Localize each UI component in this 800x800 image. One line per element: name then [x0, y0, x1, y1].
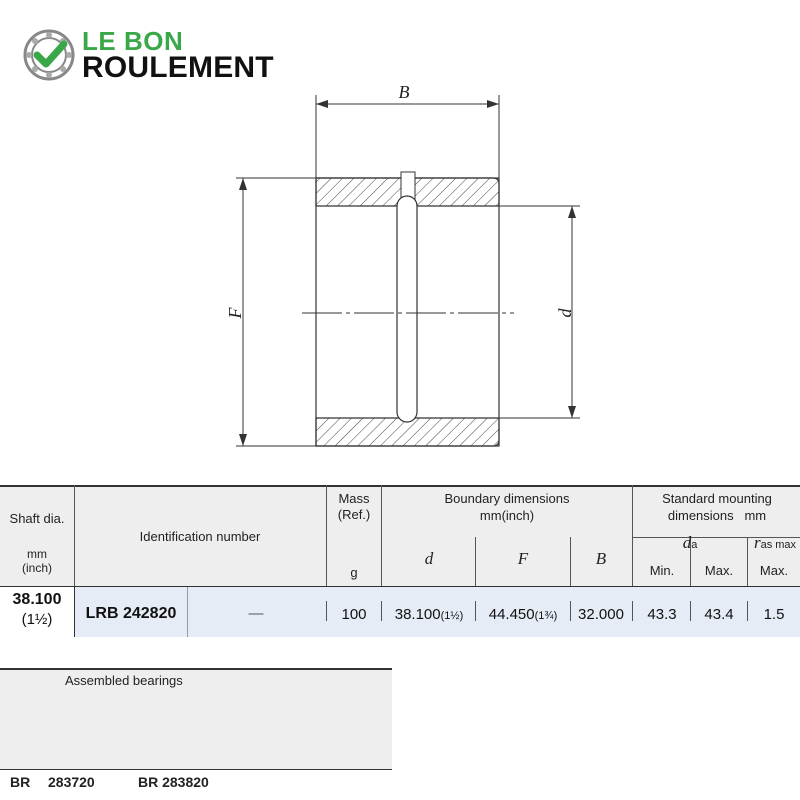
row-id: LRB 242820: [85, 605, 177, 622]
logo-line2: ROULEMENT: [82, 51, 274, 84]
assembled-bearings-panel: [0, 668, 392, 770]
header-da-sub: a: [691, 539, 698, 551]
header-ras: [748, 535, 800, 553]
header-shaft-units: mm (inch): [21, 547, 52, 575]
assembled-title: Assembled bearings: [65, 673, 183, 688]
row-shaft: 38.100: [12, 591, 62, 608]
header-mass: Mass (Ref.): [337, 491, 371, 522]
header-ras-sub: as max: [760, 539, 797, 551]
header-standard-units: dimensions mm: [667, 508, 767, 523]
logo-line1: LE BON: [82, 26, 184, 56]
row-F-inch: (1¾): [534, 610, 558, 622]
header-max: Max.: [704, 563, 734, 578]
row-ras-max: 1.5: [763, 606, 785, 623]
header-da-symbol: d: [682, 533, 692, 552]
row-d-value: 38.100: [394, 606, 441, 623]
assembled-item1: 283720: [48, 774, 95, 790]
row-shaft-inch: (1½): [21, 611, 53, 628]
row-B: 32.000: [578, 606, 624, 623]
row-da-min: 43.3: [647, 606, 677, 623]
table-row: [0, 587, 800, 637]
row-d-inch: (1½): [440, 610, 464, 622]
row-id2: —: [248, 605, 264, 622]
header-identification: Identification number: [139, 529, 261, 544]
row-F: [477, 606, 569, 623]
header-col-d: d: [424, 549, 434, 568]
label-B: B: [398, 82, 410, 102]
row-mass: 100: [341, 606, 367, 623]
header-standard: Standard mounting: [662, 491, 772, 506]
row-da-max: 43.4: [704, 606, 734, 623]
row-d: [384, 606, 474, 623]
header-boundary: Boundary dimensions: [444, 491, 570, 506]
header-da: [634, 535, 746, 553]
header-max2: Max.: [759, 563, 789, 578]
label-d: d: [555, 308, 575, 318]
header-shaft-dia: Shaft dia.: [9, 511, 65, 526]
header-mass-unit: g: [350, 565, 358, 580]
label-F: F: [225, 307, 245, 319]
header-col-B: B: [595, 549, 607, 568]
header-min: Min.: [649, 563, 675, 578]
assembled-item1-prefix: BR: [10, 774, 31, 790]
header-col-F: F: [517, 549, 529, 568]
header-ras-symbol: r: [753, 533, 761, 552]
assembled-item2: BR 283820: [138, 774, 209, 790]
row-F-value: 44.450: [488, 606, 535, 623]
header-boundary-units: mm(inch): [479, 508, 535, 523]
